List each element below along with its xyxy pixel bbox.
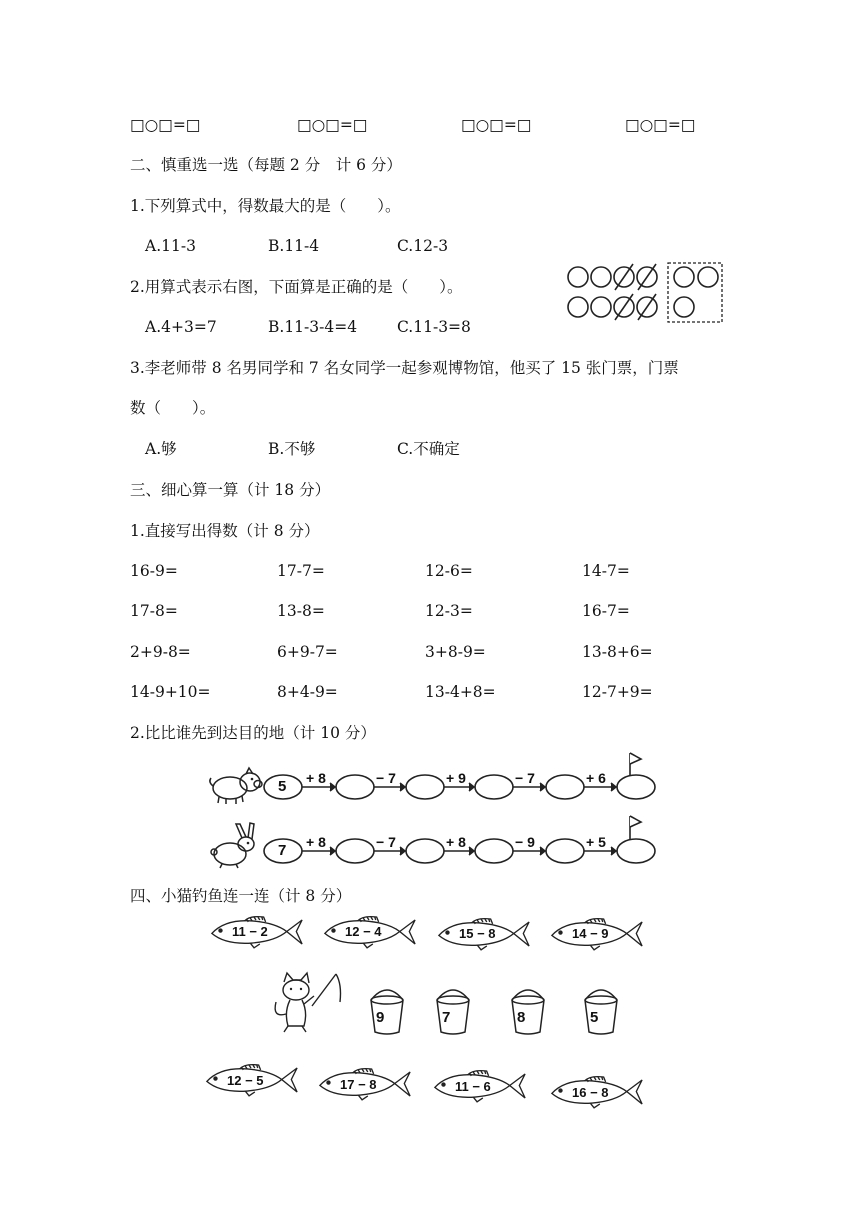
op-label: − 7 <box>376 770 396 786</box>
arith-item: 13-8+6= <box>582 643 653 661</box>
option-b: B.不够 <box>268 440 316 458</box>
op-label: + 8 <box>306 834 326 850</box>
section-heading: 二、慎重选一选（每题 2 分 计 6 分） <box>130 156 402 174</box>
option-a: A.11-3 <box>145 237 196 255</box>
fish-label: 12 − 4 <box>345 924 382 939</box>
arith-item: 12-3= <box>425 602 473 620</box>
blank-equation: □○□=□ <box>461 116 532 134</box>
arith-item: 14-9+10= <box>130 683 211 701</box>
bucket-icon <box>508 986 548 1036</box>
arith-item: 8+4-9= <box>277 683 338 701</box>
op-label: − 7 <box>515 770 535 786</box>
arith-item: 16-9= <box>130 562 178 580</box>
fish-label: 17 − 8 <box>340 1077 377 1092</box>
start-number: 7 <box>278 842 287 859</box>
op-label: + 5 <box>586 834 606 850</box>
arith-item: 13-4+8= <box>425 683 496 701</box>
arith-item: 2+9-8= <box>130 643 191 661</box>
start-number: 5 <box>278 778 287 795</box>
arith-item: 16-7= <box>582 602 630 620</box>
arith-item: 6+9-7= <box>277 643 338 661</box>
op-label: − 9 <box>515 834 535 850</box>
section-heading: 四、小猫钓鱼连一连（计 8 分） <box>130 887 352 905</box>
pig-icon <box>206 766 262 806</box>
option-b: B.11-3-4=4 <box>268 318 358 336</box>
option-c: C.11-3=8 <box>397 318 471 336</box>
bucket-icon <box>581 986 621 1036</box>
blank-equation: □○□=□ <box>130 116 201 134</box>
blank-equation: □○□=□ <box>625 116 696 134</box>
arith-item: 13-8= <box>277 602 325 620</box>
sub-heading: 2.比比谁先到达目的地（计 10 分） <box>130 724 376 742</box>
fish-label: 16 − 8 <box>572 1085 609 1100</box>
bucket-number: 7 <box>442 1009 451 1026</box>
option-c: C.12-3 <box>397 237 449 255</box>
fish-label: 11 − 2 <box>232 924 268 939</box>
question-text: 3.李老师带 8 名男同学和 7 名女同学一起参观博物馆，他买了 15 张门票，门票 <box>130 359 679 377</box>
arith-item: 14-7= <box>582 562 630 580</box>
op-label: − 7 <box>376 834 396 850</box>
question-text: 2.用算式表示右图，下面算是正确的是（ ）。 <box>130 278 463 296</box>
arith-item: 17-8= <box>130 602 178 620</box>
circles-figure <box>560 260 730 326</box>
option-b: B.11-4 <box>268 237 320 255</box>
fish-label: 12 − 5 <box>227 1073 264 1088</box>
fish-label: 14 − 9 <box>572 926 609 941</box>
fish-label: 15 − 8 <box>459 926 496 941</box>
fish-label: 11 − 6 <box>455 1079 491 1094</box>
option-a: A.4+3=7 <box>145 318 217 336</box>
op-label: + 6 <box>586 770 606 786</box>
arith-item: 12-7+9= <box>582 683 653 701</box>
bucket-number: 5 <box>590 1009 599 1026</box>
bucket-number: 8 <box>517 1009 526 1026</box>
bucket-icon <box>367 986 407 1036</box>
bucket-number: 9 <box>376 1009 385 1026</box>
question-text: 1.下列算式中，得数最大的是（ ）。 <box>130 197 401 215</box>
question-text-continued: 数（ ）。 <box>130 399 216 417</box>
sub-heading: 1.直接写出得数（计 8 分） <box>130 522 320 540</box>
cat-fishing-icon <box>270 970 344 1036</box>
section-heading: 三、细心算一算（计 18 分） <box>130 481 331 499</box>
arith-item: 17-7= <box>277 562 325 580</box>
rabbit-icon <box>208 822 260 870</box>
option-a: A.够 <box>145 440 177 458</box>
option-c: C.不确定 <box>397 440 460 458</box>
bucket-icon <box>433 986 473 1036</box>
op-label: + 9 <box>446 770 466 786</box>
arith-item: 3+8-9= <box>425 643 486 661</box>
op-label: + 8 <box>446 834 466 850</box>
blank-equation: □○□=□ <box>297 116 368 134</box>
arith-item: 12-6= <box>425 562 473 580</box>
op-label: + 8 <box>306 770 326 786</box>
